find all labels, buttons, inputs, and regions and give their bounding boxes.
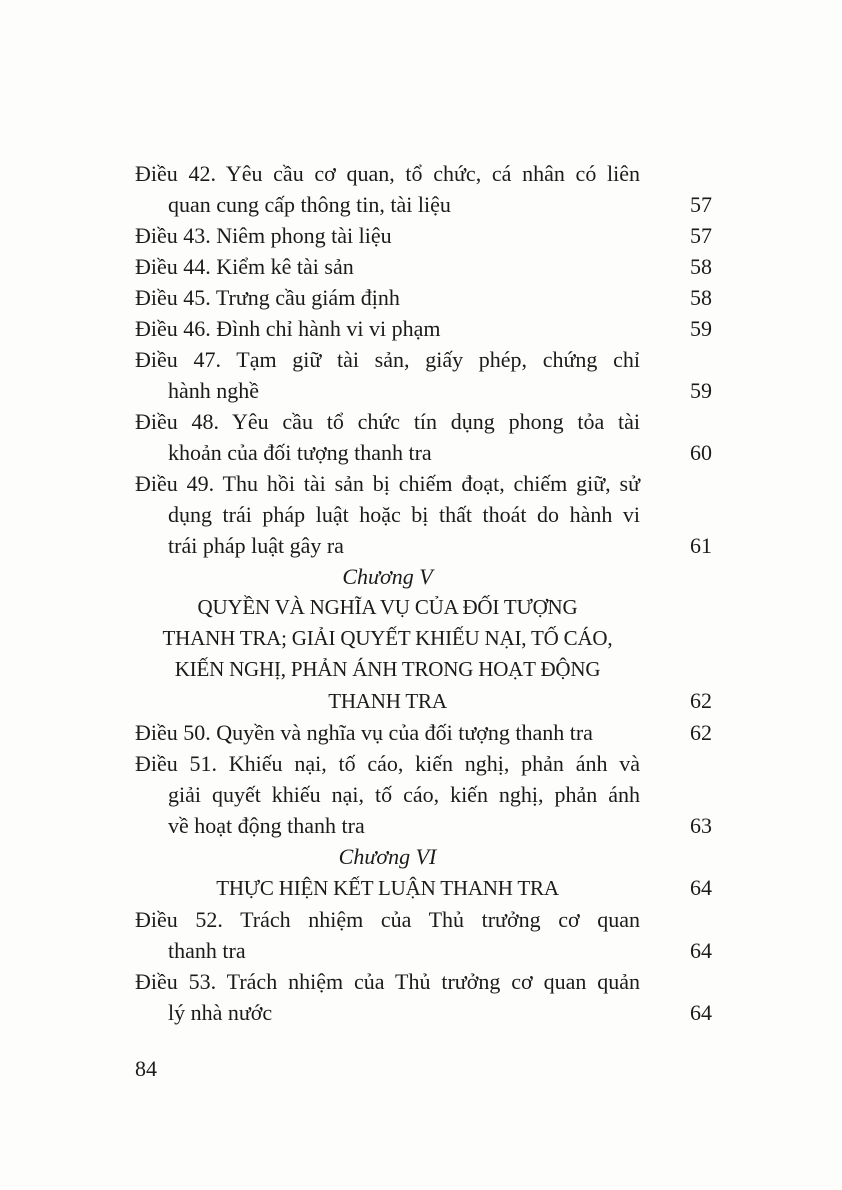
toc-entry-line bbox=[135, 717, 712, 748]
toc-entry-line bbox=[135, 499, 712, 530]
chapter-number-text: Chương V bbox=[342, 564, 433, 589]
toc-entry-line bbox=[135, 375, 712, 406]
entry-page-number: 57 bbox=[690, 223, 712, 248]
entry-text: Điều 53. Trách nhiệm của Thủ trưởng cơ quan quản bbox=[135, 969, 640, 994]
toc-entry-line bbox=[135, 966, 712, 997]
entry-text: Điều 52. Trách nhiệm của Thủ trưởng cơ quan bbox=[135, 907, 640, 932]
entry-page-number: 59 bbox=[690, 378, 712, 403]
entry-text: hành nghề bbox=[168, 378, 260, 403]
entry-text: về hoạt động thanh tra bbox=[168, 813, 365, 838]
chapter-number-line bbox=[135, 561, 712, 592]
entry-text: quan cung cấp thông tin, tài liệu bbox=[168, 192, 451, 217]
entry-text: Điều 50. Quyền và nghĩa vụ của đối tượng thanh tra bbox=[135, 720, 593, 745]
entry-page-number: 58 bbox=[690, 254, 712, 279]
chapter-title-text: QUYỀN VÀ NGHĨA VỤ CỦA ĐỐI TƯỢNG bbox=[197, 595, 578, 619]
entry-page-number: 62 bbox=[690, 688, 712, 713]
entry-text: Điều 48. Yêu cầu tổ chức tín dụng phong tỏa tài bbox=[135, 409, 640, 434]
toc-list bbox=[135, 158, 712, 1028]
toc-entry-line bbox=[135, 997, 712, 1028]
entry-text: Điều 51. Khiếu nại, tố cáo, kiến nghị, phản ánh và bbox=[135, 751, 640, 776]
entry-text: Điều 46. Đình chỉ hành vi vi phạm bbox=[135, 316, 441, 341]
toc-entry-line bbox=[135, 779, 712, 810]
toc-entry-line bbox=[135, 344, 712, 375]
entry-page-number: 61 bbox=[690, 533, 712, 558]
folio-page-number: 84 bbox=[135, 1056, 157, 1081]
chapter-title-text: THANH TRA; GIẢI QUYẾT KHIẾU NẠI, TỐ CÁO, bbox=[162, 626, 613, 650]
entry-text: Điều 45. Trưng cầu giám định bbox=[135, 285, 400, 310]
entry-text: dụng trái pháp luật hoặc bị thất thoát do hành vi bbox=[168, 502, 640, 527]
entry-text: thanh tra bbox=[168, 938, 246, 963]
chapter-title-line bbox=[135, 592, 712, 623]
toc-entry-line bbox=[135, 406, 712, 437]
entry-text: Điều 49. Thu hồi tài sản bị chiếm đoạt, chiếm giữ, sử bbox=[135, 471, 640, 496]
entry-page-number: 57 bbox=[690, 192, 712, 217]
entry-text: lý nhà nước bbox=[168, 1000, 273, 1025]
toc-entry-line bbox=[135, 251, 712, 282]
entry-text: Điều 43. Niêm phong tài liệu bbox=[135, 223, 392, 248]
chapter-title-text: THỰC HIỆN KẾT LUẬN THANH TRA bbox=[216, 876, 559, 900]
entry-page-number: 59 bbox=[690, 316, 712, 341]
toc-entry-line bbox=[135, 904, 712, 935]
toc-entry-line bbox=[135, 437, 712, 468]
entry-page-number: 63 bbox=[690, 813, 712, 838]
toc-entry-line bbox=[135, 530, 712, 561]
chapter-title-line bbox=[135, 685, 712, 717]
chapter-title-line bbox=[135, 623, 712, 654]
chapter-title-line bbox=[135, 654, 712, 685]
chapter-number-line bbox=[135, 841, 712, 872]
toc-entry-line bbox=[135, 935, 712, 966]
entry-page-number: 60 bbox=[690, 440, 712, 465]
entry-text: Điều 42. Yêu cầu cơ quan, tổ chức, cá nhân có liên bbox=[135, 161, 640, 186]
entry-text: trái pháp luật gây ra bbox=[168, 533, 344, 558]
entry-text: giải quyết khiếu nại, tố cáo, kiến nghị, phản ánh bbox=[168, 782, 640, 807]
toc-entry-line bbox=[135, 189, 712, 220]
toc-entry-line bbox=[135, 282, 712, 313]
entry-text: Điều 47. Tạm giữ tài sản, giấy phép, chứng chỉ bbox=[135, 347, 640, 372]
chapter-title-text: THANH TRA bbox=[328, 689, 447, 713]
toc-entry-line bbox=[135, 313, 712, 344]
entry-page-number: 62 bbox=[690, 720, 712, 745]
toc-entry-line bbox=[135, 158, 712, 189]
toc-entry-line bbox=[135, 748, 712, 779]
chapter-title-line bbox=[135, 872, 712, 904]
toc-entry-line bbox=[135, 220, 712, 251]
entry-page-number: 64 bbox=[690, 875, 712, 900]
entry-text: Điều 44. Kiểm kê tài sản bbox=[135, 254, 354, 279]
toc-entry-line bbox=[135, 468, 712, 499]
entry-text: khoản của đối tượng thanh tra bbox=[168, 440, 432, 465]
toc-entry-line bbox=[135, 810, 712, 841]
chapter-title-text: KIẾN NGHỊ, PHẢN ÁNH TRONG HOẠT ĐỘNG bbox=[174, 657, 601, 681]
entry-page-number: 58 bbox=[690, 285, 712, 310]
chapter-number-text: Chương VI bbox=[338, 844, 437, 869]
entry-page-number: 64 bbox=[690, 938, 712, 963]
entry-page-number: 64 bbox=[690, 1000, 712, 1025]
